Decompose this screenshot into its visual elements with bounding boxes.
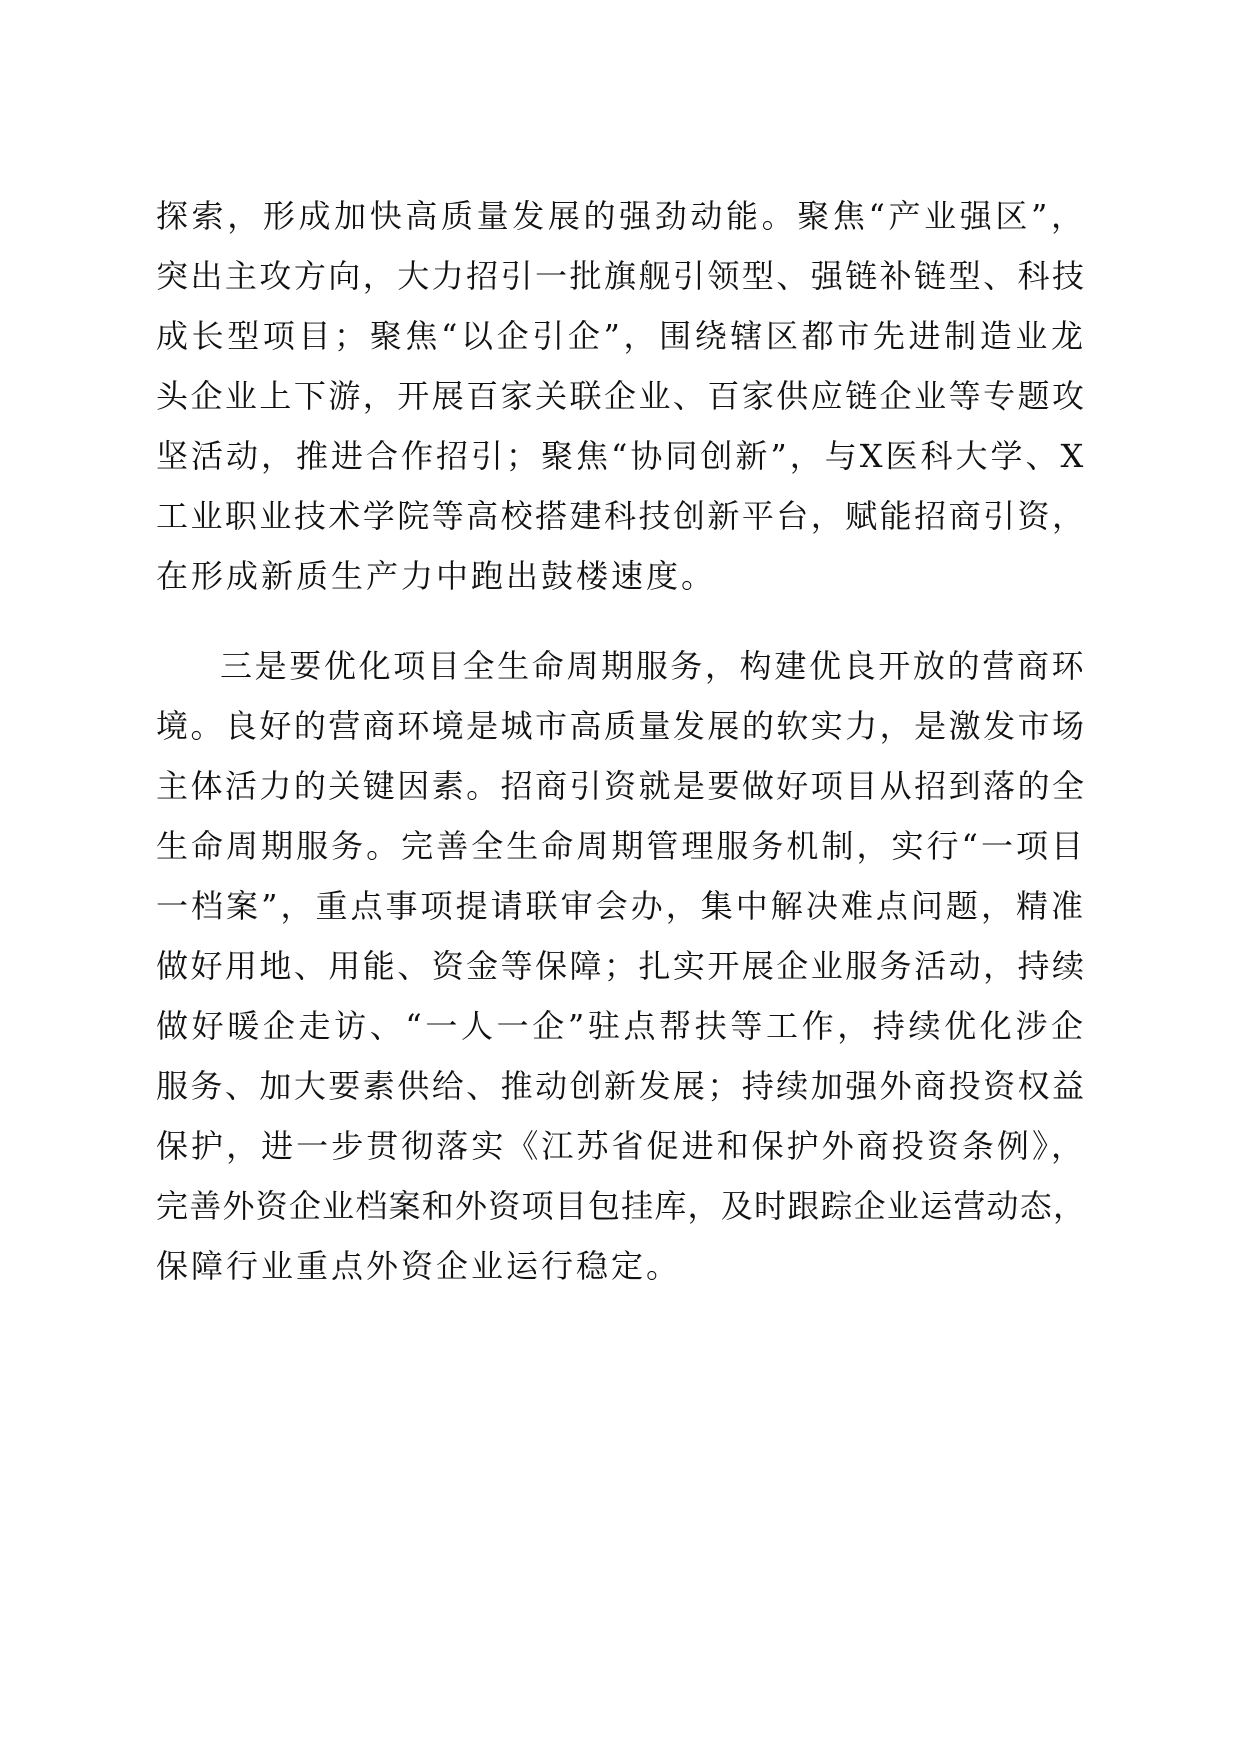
paragraph-2-line: 保障行业重点外资企业运行稳定。 (156, 1247, 682, 1285)
paragraph-1-line: 头企业上下游，开展百家关联企业、百家供应链企业等专题攻 (156, 377, 1086, 415)
paragraph-1-line: 探索，形成加快高质量发展的强劲动能。聚焦“产业强区”， (156, 197, 1086, 235)
paragraph-2-line: 保护，进一步贯彻落实《江苏省促进和保护外商投资条例》， (156, 1127, 1086, 1165)
paragraph-2-line: 服务、加大要素供给、推动创新发展；持续加强外商投资权益 (156, 1067, 1086, 1105)
paragraph-1 (156, 186, 1086, 606)
paragraph-2-line: 主体活力的关键因素。招商引资就是要做好项目从招到落的全 (156, 767, 1086, 805)
paragraph-1-line: 成长型项目；聚焦“以企引企”，围绕辖区都市先进制造业龙 (156, 317, 1086, 355)
paragraph-2-line: 三是要优化项目全生命周期服务，构建优良开放的营商环 (220, 647, 1086, 685)
paragraph-1-line: 工业职业技术学院等高校搭建科技创新平台，赋能招商引资， (156, 497, 1086, 535)
paragraph-2-line: 生命周期服务。完善全生命周期管理服务机制，实行“一项目 (156, 827, 1086, 865)
paragraph-1-line: 坚活动，推进合作招引；聚焦“协同创新”，与X医科大学、X (156, 437, 1087, 475)
paragraph-2-line: 一档案”，重点事项提请联审会办，集中解决难点问题，精准 (156, 887, 1086, 925)
paragraph-2-line: 做好用地、用能、资金等保障；扎实开展企业服务活动，持续 (156, 947, 1086, 985)
paragraph-2-line: 做好暖企走访、“一人一企”驻点帮扶等工作，持续优化涉企 (156, 1007, 1086, 1045)
paragraph-2-line: 境。良好的营商环境是城市高质量发展的软实力，是激发市场 (156, 707, 1086, 745)
paragraph-1-line: 在形成新质生产力中跑出鼓楼速度。 (156, 557, 717, 595)
paragraph-2-line: 完善外资企业档案和外资项目包挂库，及时跟踪企业运营动态， (156, 1187, 1086, 1225)
paragraph-1-line: 突出主攻方向，大力招引一批旗舰引领型、强链补链型、科技 (156, 257, 1086, 295)
paragraph-2 (156, 636, 1086, 1296)
